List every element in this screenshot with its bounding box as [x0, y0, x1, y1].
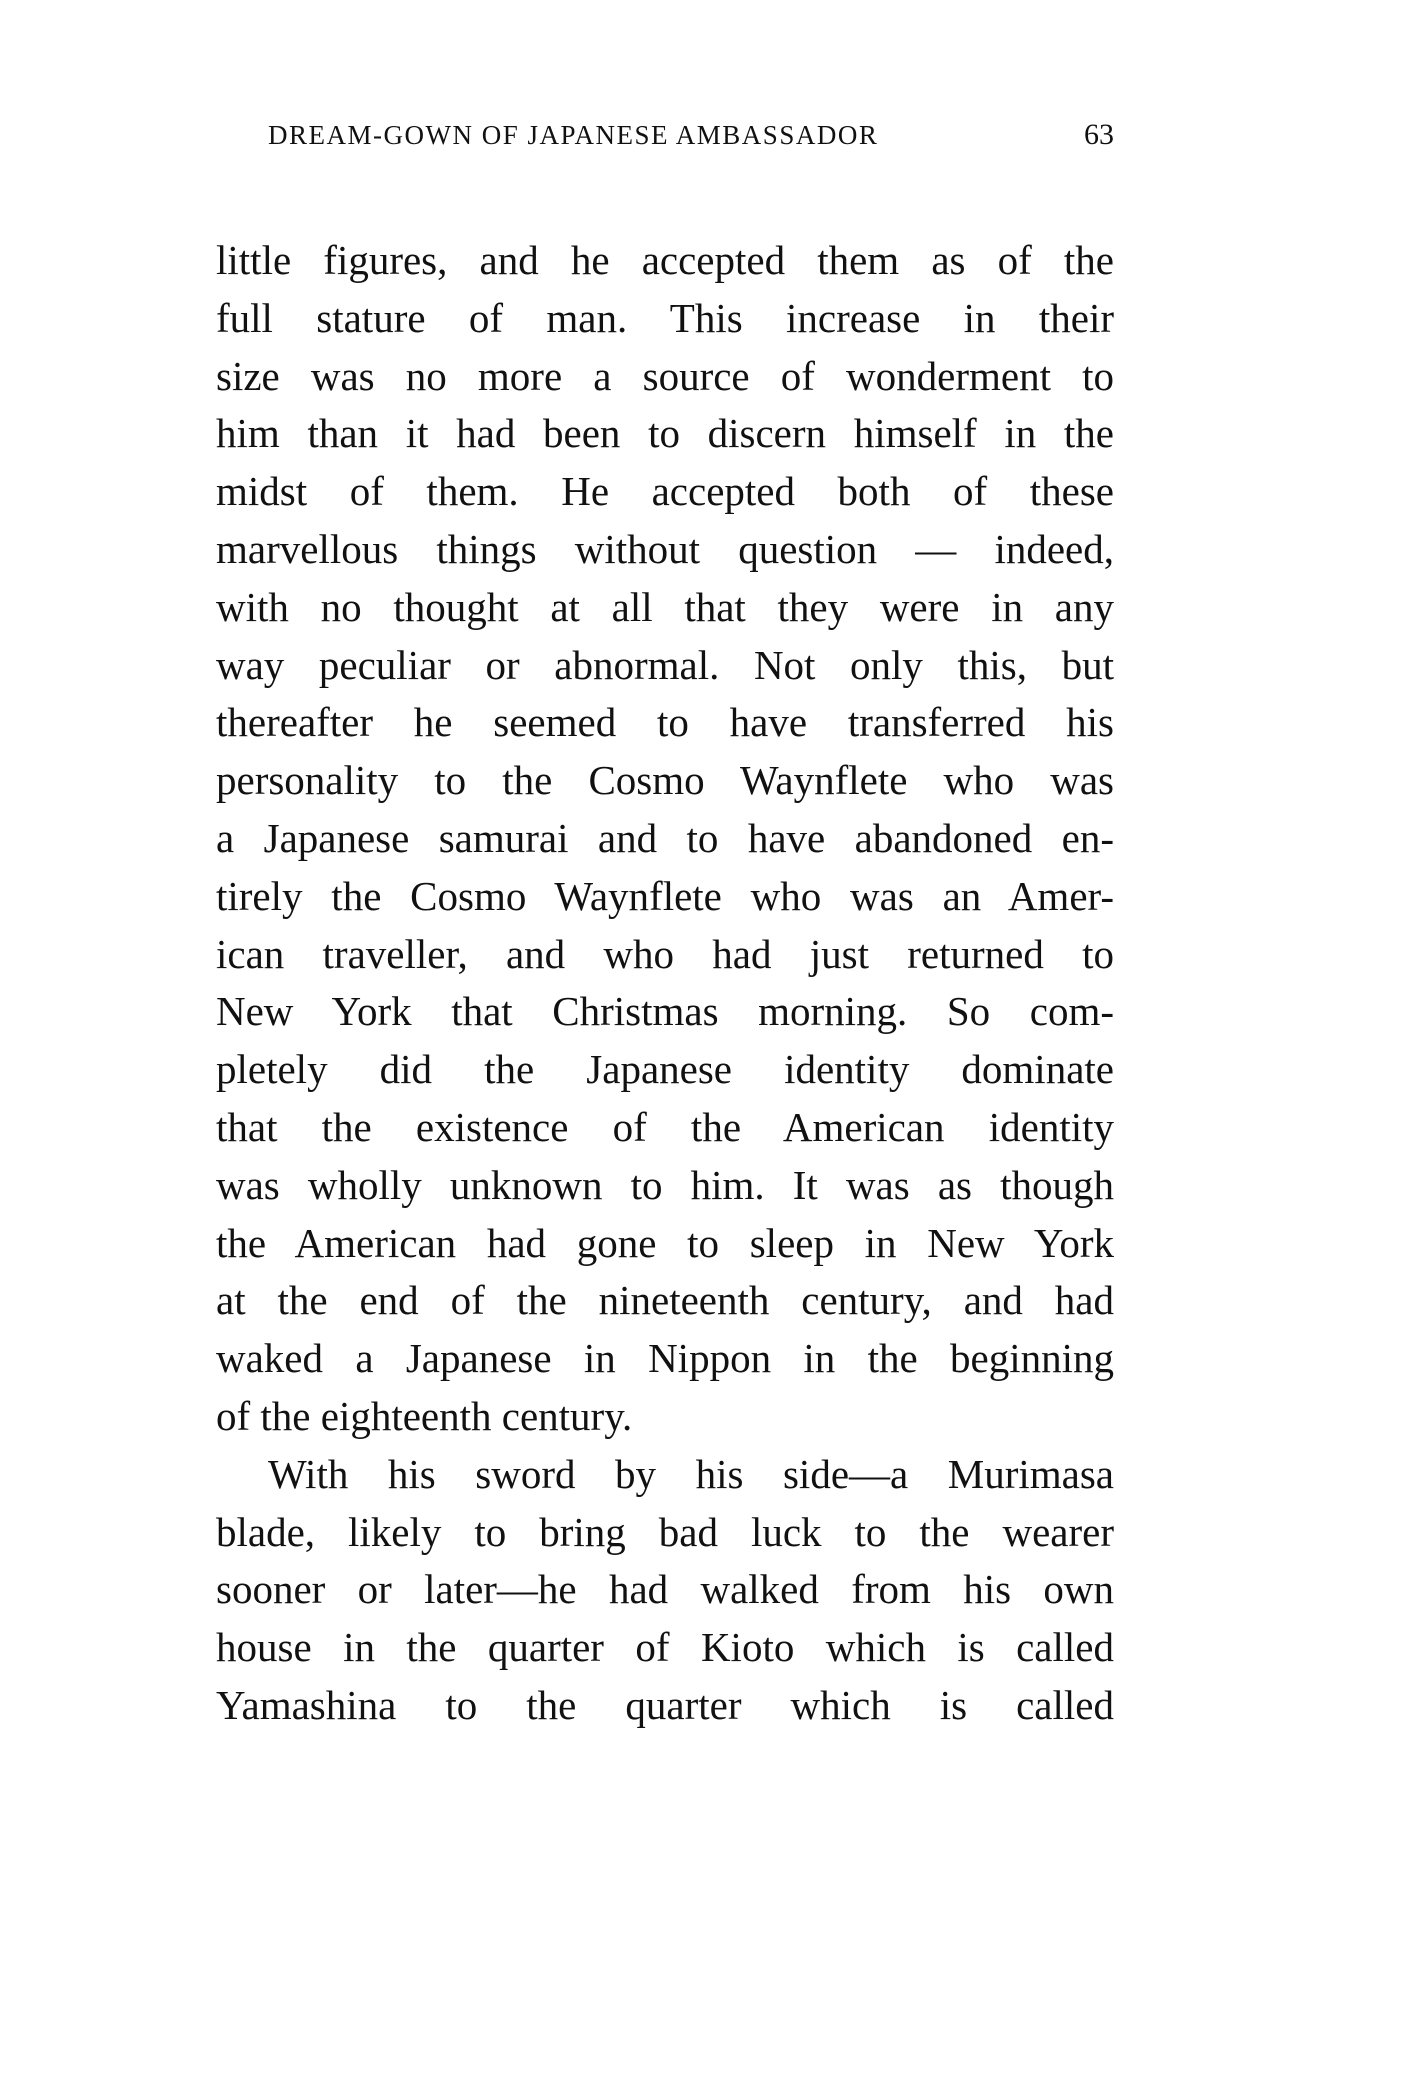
page-number: 63: [1084, 118, 1114, 151]
text-line: pletely did the Japanese identity dominate: [216, 1046, 1114, 1093]
text-line: marvellous things without question — indeed,: [216, 525, 1114, 572]
text-line: Yamashina to the quarter which is called: [216, 1681, 1114, 1728]
text-line: New York that Christmas morning. So com-: [216, 988, 1114, 1035]
text-line: the American had gone to sleep in New York: [216, 1219, 1114, 1266]
text-line: full stature of man. This increase in their: [216, 294, 1114, 341]
text-line: personality to the Cosmo Waynflete who was: [216, 757, 1114, 804]
running-title: DREAM-GOWN OF JAPANESE AMBASSADOR: [268, 120, 879, 150]
text-line: house in the quarter of Kioto which is called: [216, 1624, 1114, 1671]
text-line: with no thought at all that they were in any: [216, 583, 1114, 630]
text-line: little figures, and he accepted them as of the: [216, 237, 1114, 283]
text-line: With his sword by his side—a Murimasa: [268, 1450, 1114, 1497]
text-line: ican traveller, and who had just returned to: [216, 930, 1114, 977]
text-line: waked a Japanese in Nippon in the beginning: [216, 1335, 1114, 1382]
text-line: blade, likely to bring bad luck to the wearer: [216, 1508, 1114, 1555]
text-line: was wholly unknown to him. It was as though: [216, 1161, 1114, 1208]
running-header: [268, 120, 1114, 160]
text-line: sooner or later—he had walked from his own: [216, 1566, 1114, 1613]
text-line: of the eighteenth century.: [216, 1392, 633, 1439]
page-body: [216, 232, 1114, 1735]
text-line: tirely the Cosmo Waynflete who was an Amer-: [216, 872, 1114, 919]
text-line: way peculiar or abnormal. Not only this, but: [216, 641, 1114, 688]
text-line: him than it had been to discern himself in the: [216, 410, 1114, 457]
text-line: a Japanese samurai and to have abandoned en-: [216, 814, 1114, 861]
text-line: that the existence of the American identity: [216, 1103, 1114, 1150]
text-line: thereafter he seemed to have transferred his: [216, 699, 1114, 746]
text-line: size was no more a source of wonderment to: [216, 352, 1114, 399]
text-line: at the end of the nineteenth century, and had: [216, 1277, 1114, 1324]
text-line: midst of them. He accepted both of these: [216, 468, 1114, 515]
